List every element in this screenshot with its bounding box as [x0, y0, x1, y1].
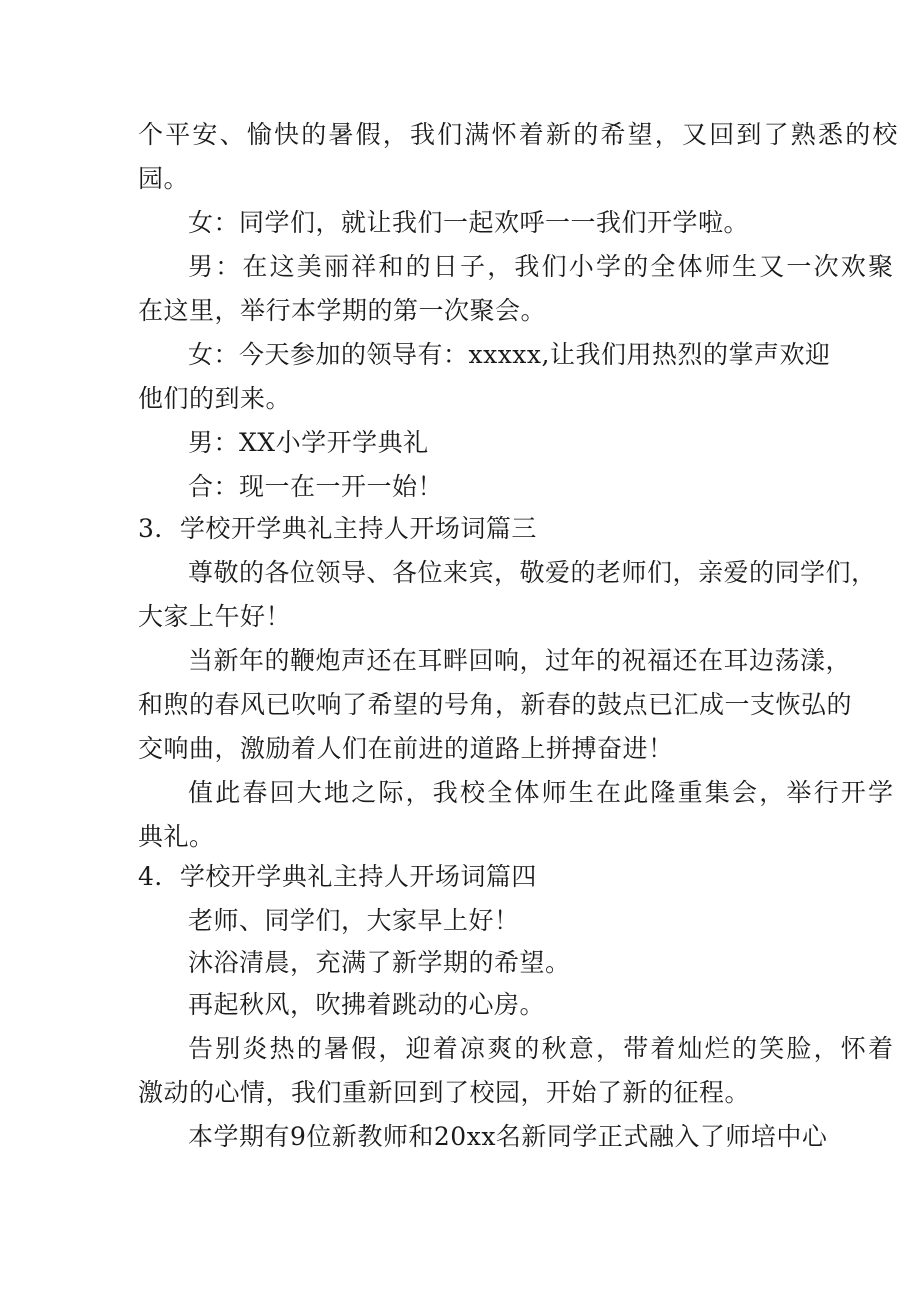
dialogue-line-female: 女：今天参加的领导有：xxxxx,让我们用热烈的掌声欢迎 — [188, 340, 831, 369]
dialogue-line-female: 女：同学们，就让我们一起欢呼一一我们开学啦。 — [188, 208, 750, 237]
body-line: 尊敬的各位领导、各位来宾，敬爱的老师们，亲爱的同学们， — [188, 558, 877, 587]
body-line: 老师、同学们，大家早上好！ — [188, 906, 520, 935]
section-heading: 3．学校开学典礼主持人开场词篇三 — [138, 514, 537, 543]
body-line: 当新年的鞭炮声还在耳畔回响，过年的祝福还在耳边荡漾， — [188, 646, 852, 675]
body-line: 激动的心情，我们重新回到了校园，开始了新的征程。 — [138, 1078, 751, 1107]
body-line: 个平安、愉快的暑假，我们满怀着新的希望，又回到了熟悉的校 — [138, 120, 900, 149]
section-heading: 4．学校开学典礼主持人开场词篇四 — [138, 862, 537, 891]
body-line: 园。 — [138, 164, 190, 193]
body-line: 告别炎热的暑假，迎着凉爽的秋意，带着灿烂的笑脸，怀着 — [188, 1034, 896, 1063]
body-line: 本学期有9位新教师和20xx名新同学正式融入了师培中心 — [188, 1122, 828, 1151]
body-line: 值此春回大地之际，我校全体师生在此隆重集会，举行开学 — [188, 778, 896, 807]
dialogue-line-male: 男：在这美丽祥和的日子，我们小学的全体师生又一次欢聚 — [188, 252, 896, 281]
body-line: 沐浴清晨，充满了新学期的希望。 — [188, 948, 571, 977]
dialogue-line-together: 合：现一在一开一始！ — [188, 472, 444, 501]
body-line: 再起秋风，吹拂着跳动的心房。 — [188, 990, 546, 1019]
body-line: 和煦的春风已吹响了希望的号角，新春的鼓点已汇成一支恢弘的 — [138, 690, 853, 719]
body-line: 在这里，举行本学期的第一次聚会。 — [138, 296, 547, 325]
body-line: 大家上午好！ — [138, 602, 292, 631]
dialogue-line-male: 男：XX小学开学典礼 — [188, 428, 429, 457]
body-line: 他们的到来。 — [138, 384, 292, 413]
body-line: 交响曲，激励着人们在前进的道路上拼搏奋进！ — [138, 734, 674, 763]
body-line: 典礼。 — [138, 822, 215, 851]
